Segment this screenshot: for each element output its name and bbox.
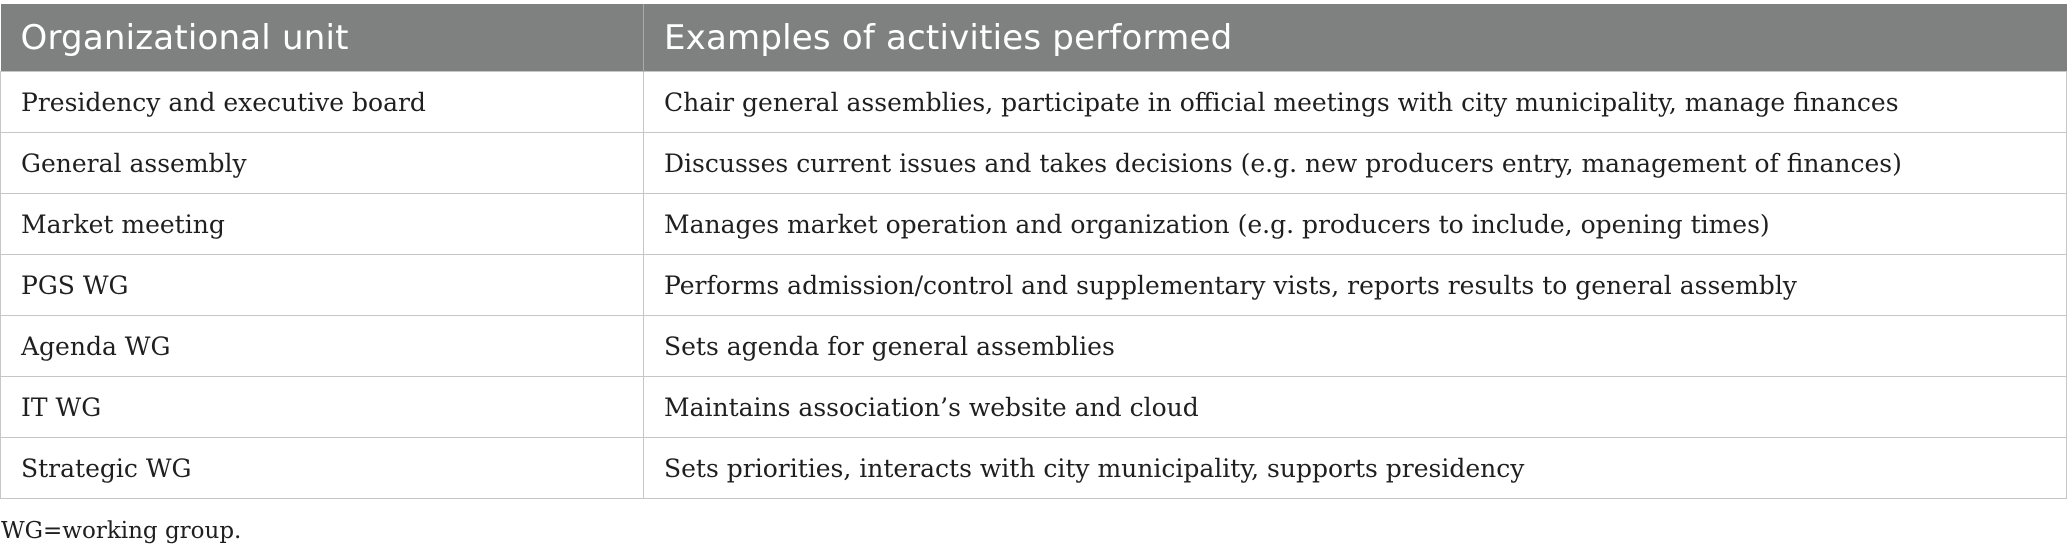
- table-footnote: WG=working group.: [1, 518, 242, 544]
- activities-cell: Manages market operation and organization (e.g. producers to include, opening times): [644, 194, 2067, 255]
- table-row: [1, 438, 2067, 499]
- table-row: [1, 377, 2067, 438]
- unit-cell: PGS WG: [1, 255, 644, 316]
- organizational-units-table: [0, 4, 2067, 499]
- table-row: [1, 255, 2067, 316]
- activities-cell: Sets priorities, interacts with city municipality, supports presidency: [644, 438, 2067, 499]
- table-body: [1, 72, 2067, 499]
- table-row: [1, 133, 2067, 194]
- activities-cell: Maintains association’s website and cloud: [644, 377, 2067, 438]
- header-examples-of-activities: Examples of activities performed: [644, 4, 2067, 72]
- unit-cell: General assembly: [1, 133, 644, 194]
- table-row: [1, 316, 2067, 377]
- table-row: [1, 194, 2067, 255]
- unit-cell: Market meeting: [1, 194, 644, 255]
- unit-cell: IT WG: [1, 377, 644, 438]
- table-header: [1, 4, 2067, 72]
- organizational-units-table-wrapper: [0, 4, 2066, 499]
- activities-cell: Performs admission/control and supplementary vists, reports results to general assembly: [644, 255, 2067, 316]
- unit-cell: Agenda WG: [1, 316, 644, 377]
- unit-cell: Strategic WG: [1, 438, 644, 499]
- header-row: [1, 4, 2067, 72]
- activities-cell: Discusses current issues and takes decisions (e.g. new producers entry, management of finances): [644, 133, 2067, 194]
- activities-cell: Sets agenda for general assemblies: [644, 316, 2067, 377]
- unit-cell: Presidency and executive board: [1, 72, 644, 133]
- header-organizational-unit: Organizational unit: [1, 4, 644, 72]
- table-row: [1, 72, 2067, 133]
- activities-cell: Chair general assemblies, participate in official meetings with city municipality, manage finances: [644, 72, 2067, 133]
